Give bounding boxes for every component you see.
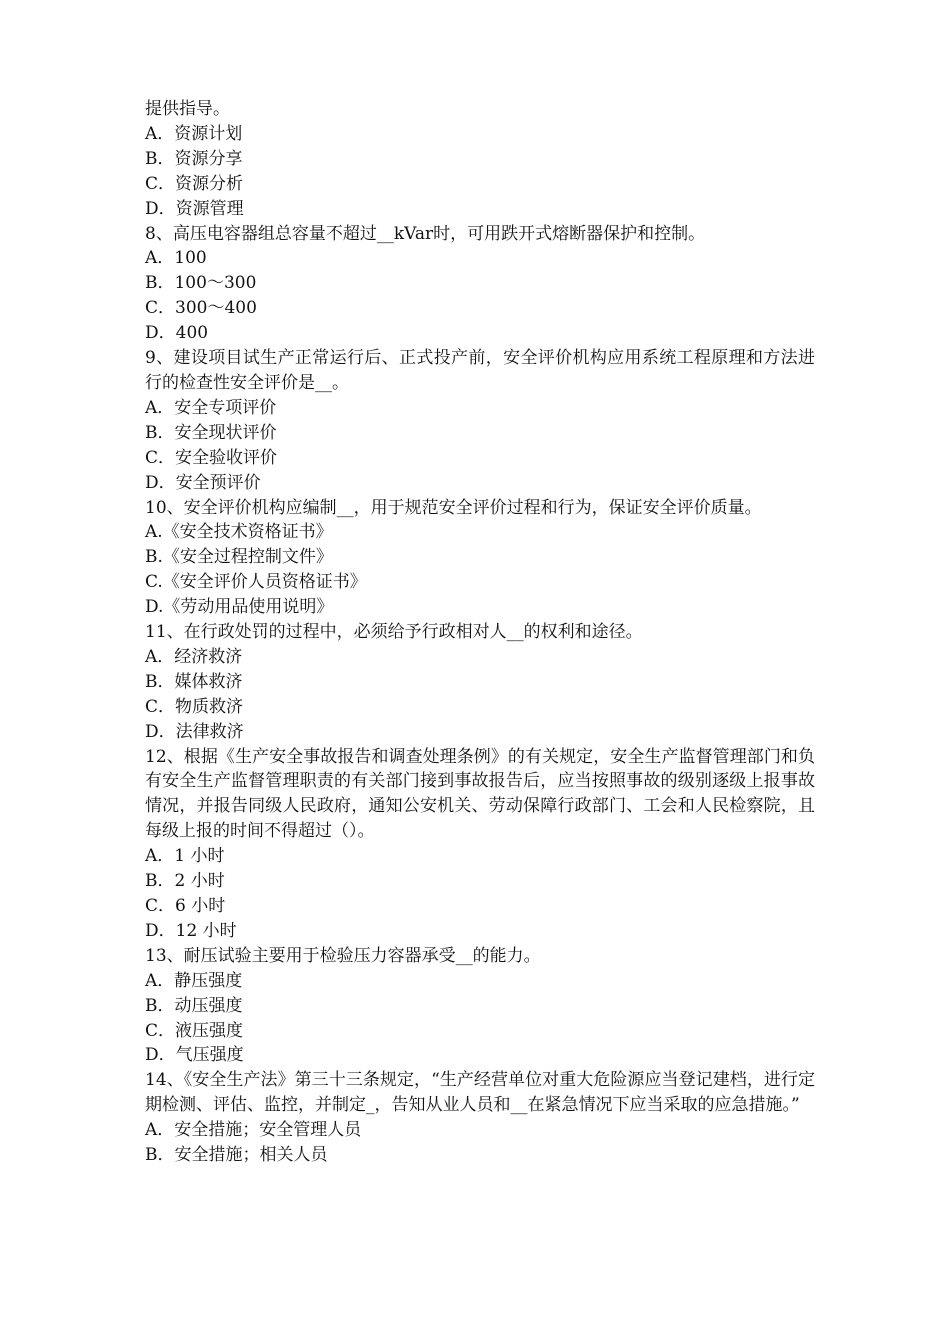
option-c: C．300～400 [145, 298, 257, 319]
question-9 [145, 346, 815, 495]
option-d: D．12 小时 [145, 920, 237, 941]
question-text: 13、耐压试验主要用于检验压力容器承受__的能力。 [145, 945, 541, 966]
lead-text: 提供指导。 [145, 99, 230, 119]
lead-option-a: A．资源计划 [145, 123, 243, 144]
option-c: C.《安全评价人员资格证书》 [145, 572, 367, 593]
question-text: 11、在行政处罚的过程中，必须给予行政相对人__的权利和途径。 [145, 622, 643, 643]
lead-option-c: C．资源分析 [145, 173, 244, 194]
option-d: D.《劳动用品使用说明》 [145, 597, 334, 618]
option-c: C．液压强度 [145, 1020, 244, 1041]
question-text: 8、高压电容器组总容量不超过__kVar时，可用跌开式熔断器保护和控制。 [145, 223, 706, 244]
option-c: C．物质救济 [145, 696, 244, 717]
document-body [145, 97, 815, 1168]
option-d: D．法律救济 [145, 721, 244, 742]
option-c: C．安全验收评价 [145, 447, 278, 468]
question-10 [145, 496, 815, 621]
option-b: B．动压强度 [145, 995, 243, 1016]
lead-option-d: D．资源管理 [145, 198, 244, 219]
option-b: B．安全措施；相关人员 [145, 1145, 328, 1166]
option-b: B.《安全过程控制文件》 [145, 547, 333, 568]
option-a: A．经济救济 [145, 646, 243, 667]
question-8 [145, 222, 815, 347]
option-c: C．6 小时 [145, 896, 226, 916]
option-b: B．媒体救济 [145, 671, 243, 692]
option-d: D．400 [145, 323, 209, 344]
option-b: B．安全现状评价 [145, 422, 277, 443]
question-text: 14、《安全生产法》第三十三条规定，“生产经营单位对重大危险源应当登记建档，进行定期检测、评估、监控，并制定_，告知从业人员和__在紧急情况下应当采取的应急措施。” [145, 1070, 815, 1116]
question-text: 10、安全评价机构应编制__，用于规范安全评价过程和行为，保证安全评价质量。 [145, 497, 762, 518]
option-a: A．静压强度 [145, 970, 243, 991]
option-b: B．100～300 [145, 273, 257, 294]
question-11 [145, 620, 815, 745]
option-a: A．安全专项评价 [145, 397, 277, 418]
option-b: B．2 小时 [145, 871, 225, 892]
question-14 [145, 1068, 815, 1168]
question-12 [145, 745, 815, 944]
option-d: D．安全预评价 [145, 472, 261, 493]
question-text: 12、根据《生产安全事故报告和调查处理条例》的有关规定，安全生产监督管理部门和负有安全生产监督管理职责的有关部门接到事故报告后，应当按照事故的级别逐级上报事故情况，并报告同级人民政府，通知公安机关、劳动保障行政部门、工会和人民检察院，且每级上报的时间不得超过（）。 [145, 746, 815, 842]
option-a: A．1 小时 [145, 846, 225, 867]
question-text: 9、建设项目试生产正常运行后、正式投产前，安全评价机构应用系统工程原理和方法进行的检查性安全评价是__。 [145, 348, 815, 393]
option-a: A.《安全技术资格证书》 [145, 522, 333, 543]
lead-option-b: B．资源分享 [145, 148, 243, 169]
option-a: A．100 [145, 248, 207, 269]
question-13 [145, 944, 815, 1069]
option-d: D．气压强度 [145, 1045, 244, 1066]
option-a: A．安全措施；安全管理人员 [145, 1120, 362, 1141]
